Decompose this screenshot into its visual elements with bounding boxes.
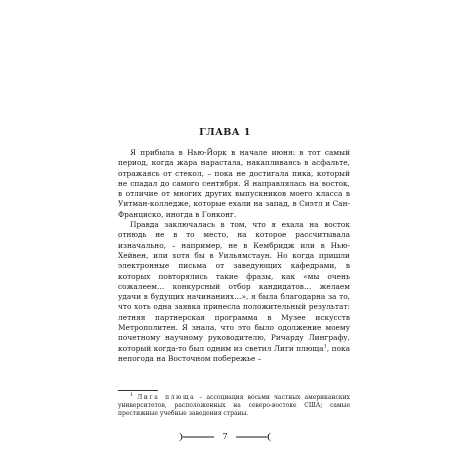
footnote-term: Лига плюща — [137, 394, 196, 401]
body-text — [118, 148, 350, 364]
footnote-divider — [118, 390, 158, 391]
footnote-reference: 1 — [323, 343, 327, 350]
chapter-title: ГЛАВА 1 — [199, 127, 251, 138]
paragraph-text: Правда заключалась в том, что я ехала на восток отнюдь не в то место, на которое рассчитывала изначально, – например, не в Кембридж или в Нью-Хейвен, или хотя бы в Уильямстаун. Но когда пришли электронные письма от заведующих кафедрами, в которых повторялись такие фразы, как «мы очень сожалеем… конкурсный отбор кандидатов… желаем удачи в будущих начинаниях…», я была благодарна за то, что хоть одна заявка принесла положительный результат: летняя партнерская программа в Музее искусств Метрополитен. Я знала, что это было одолжение моему почетному научному руководителю, Ричарду Линграфу, который когда-то был одним из светил Лиги плюща — [118, 220, 350, 353]
paragraph-text: , пока непогода на Восточном побережье – — [118, 343, 350, 363]
footnote-text: – ассоциация восьми частных американских университетов, расположенных на северо-востоке США; самые престижные учебные заведения страны. — [118, 394, 350, 418]
footnote-marker: 1 — [130, 392, 134, 398]
paragraph-text: Я прибыла в Нью-Йорк в начале июня: в тот самый период, когда жара нарастала, накапливаясь в асфальте, отражаясь от стекол, – пока не достигала пика, который не спадал до самого сентября. Я направлялась на восток, в отличие от многих других выпускников моего класса в Уитман-колледже, которые ехали на запад, в Сиэтл и Сан-Франциско, иногда в Гонконг. — [118, 148, 350, 219]
footnote — [118, 394, 350, 419]
paragraph — [118, 148, 350, 220]
paragraph — [118, 220, 350, 364]
page-number: 7 — [222, 432, 228, 441]
